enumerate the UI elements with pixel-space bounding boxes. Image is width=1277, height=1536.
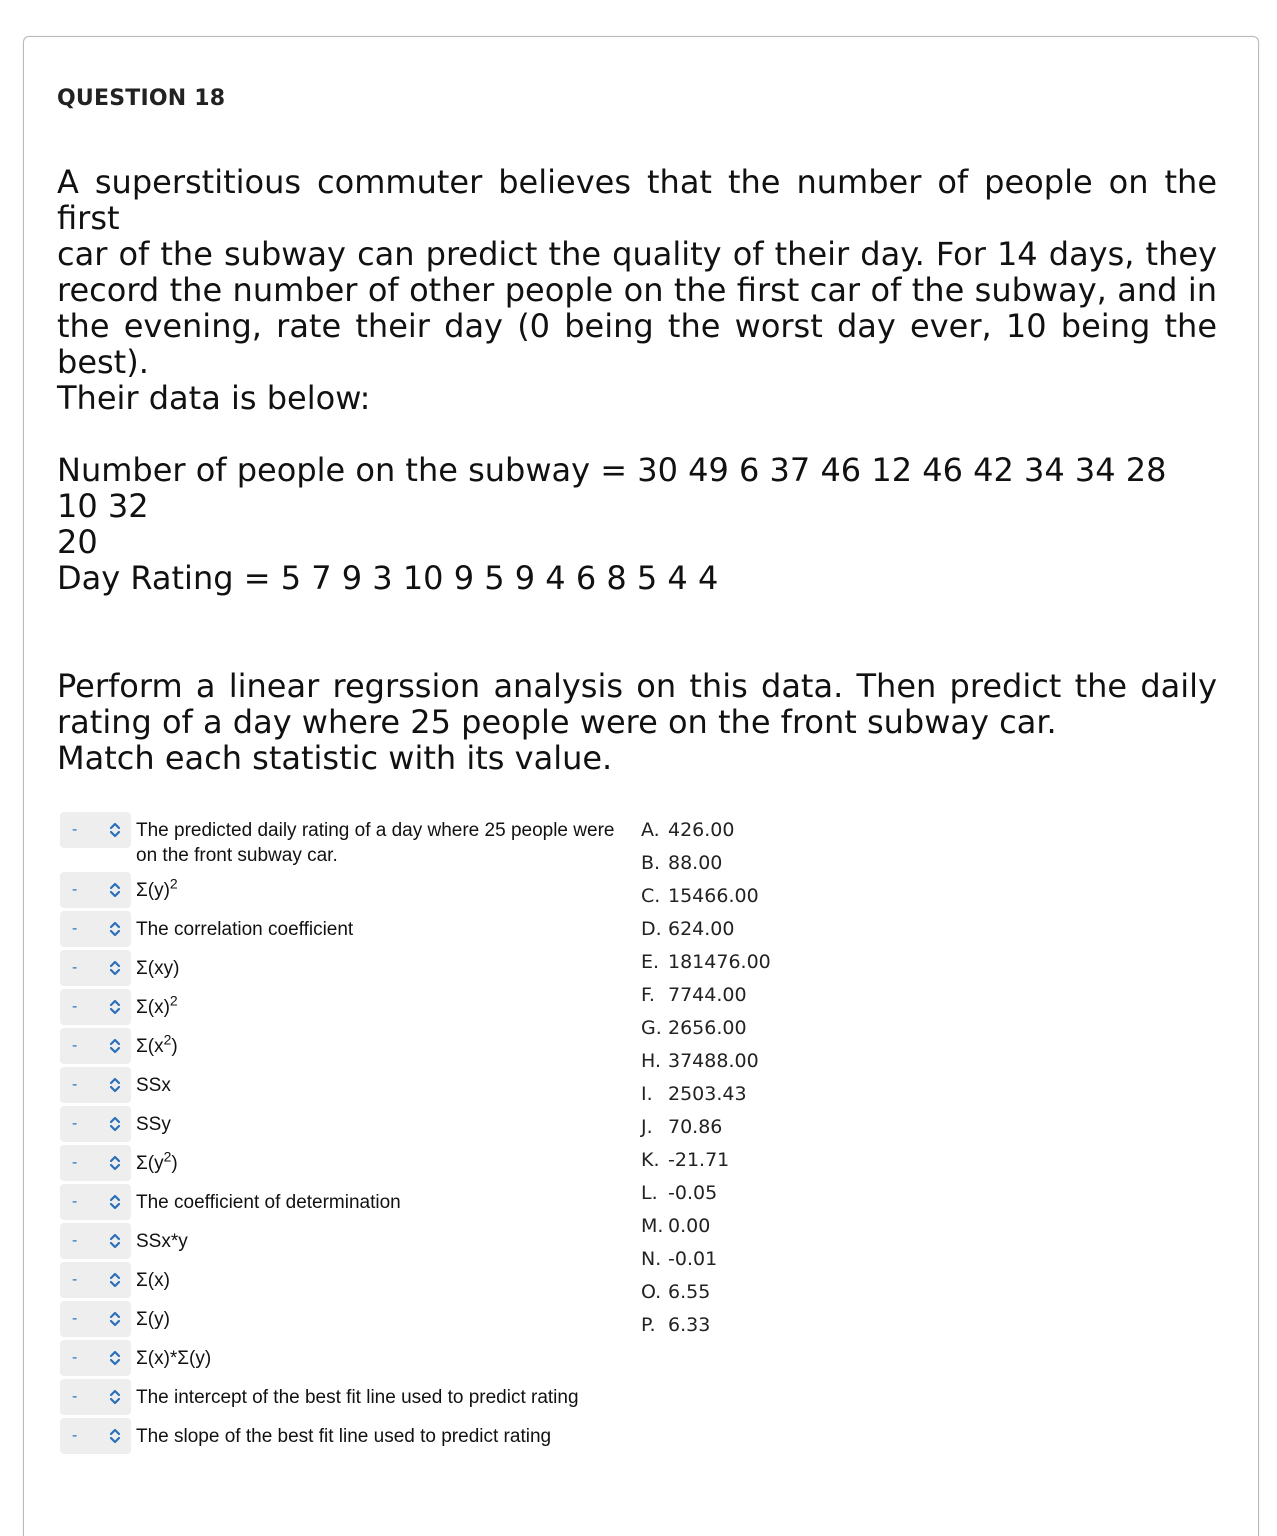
- answer-value: 6.33: [668, 1314, 711, 1336]
- chevron-up-down-icon: [108, 959, 122, 977]
- matching-row: [58, 1184, 618, 1220]
- chevron-up-down-icon: [108, 1427, 122, 1445]
- answer-option: [641, 1247, 717, 1271]
- intro-line: the evening, rate their day (0 being the worst day ever, 10 being the best).: [57, 307, 1217, 381]
- statement-text: Σ(x): [136, 1270, 170, 1291]
- answer-letter: A.: [641, 819, 660, 841]
- matching-row: [58, 1223, 618, 1259]
- answer-value: 6.55: [668, 1281, 711, 1303]
- chevron-up-down-icon: [108, 1076, 122, 1094]
- statement-text: $\Sigma(x)^2$: [136, 992, 178, 1018]
- answer-option: [641, 917, 734, 941]
- matching-row: [58, 1106, 618, 1142]
- answer-select[interactable]: [60, 1067, 131, 1103]
- select-value: -: [72, 1271, 78, 1288]
- subway-data-line: Number of people on the subway = 30 49 6 37 46 12 46 42 34 34 28 10 32: [57, 451, 1167, 525]
- answer-value: 7744.00: [668, 984, 747, 1006]
- answer-letter: J.: [641, 1116, 653, 1138]
- chevron-up-down-icon: [108, 1310, 122, 1328]
- answer-select[interactable]: [60, 1418, 131, 1454]
- select-value: -: [72, 1115, 78, 1132]
- answer-value: 88.00: [668, 852, 723, 874]
- answer-letter: I.: [641, 1083, 653, 1105]
- statement-text: Σ(x)*Σ(y): [136, 1348, 212, 1369]
- statement-text: Σ(xy): [136, 958, 180, 979]
- chevron-up-down-icon: [108, 920, 122, 938]
- answer-option: [641, 950, 771, 974]
- select-value: -: [72, 1037, 78, 1054]
- answer-option: [641, 1049, 759, 1073]
- answer-value: 624.00: [668, 918, 735, 940]
- answer-select[interactable]: [60, 1145, 131, 1181]
- chevron-up-down-icon: [108, 998, 122, 1016]
- matching-row: [58, 1379, 618, 1415]
- answer-value: 2656.00: [668, 1017, 747, 1039]
- answer-select[interactable]: [60, 812, 131, 848]
- chevron-up-down-icon: [108, 1232, 122, 1250]
- answer-option: [641, 851, 722, 875]
- matching-row: [58, 1028, 618, 1064]
- answer-option: [641, 1214, 710, 1238]
- statement-text: $\Sigma(x^2)$: [136, 1031, 178, 1057]
- question-title: QUESTION 18: [57, 86, 226, 111]
- answer-letter: N.: [641, 1248, 662, 1270]
- select-value: -: [72, 1193, 78, 1210]
- matching-row: [58, 989, 618, 1025]
- matching-row: [58, 812, 618, 866]
- answer-letter: L.: [641, 1182, 658, 1204]
- intro-line: record the number of other people on the first car of the subway, and in: [57, 271, 1217, 309]
- answer-letter: P.: [641, 1314, 656, 1336]
- answer-select[interactable]: [60, 1340, 131, 1376]
- chevron-up-down-icon: [108, 1193, 122, 1211]
- select-value: -: [72, 1310, 78, 1327]
- select-value: -: [72, 1154, 78, 1171]
- answer-select[interactable]: [60, 872, 131, 908]
- answer-select[interactable]: [60, 1106, 131, 1142]
- matching-row: [58, 1262, 618, 1298]
- matching-row: [58, 1145, 618, 1181]
- answer-option: [641, 1313, 710, 1337]
- answer-value: 37488.00: [668, 1050, 759, 1072]
- intro-line: A superstitious commuter believes that the number of people on the first: [57, 163, 1217, 237]
- matching-row: [58, 1418, 618, 1454]
- answer-select[interactable]: [60, 1262, 131, 1298]
- answer-select[interactable]: [60, 1028, 131, 1064]
- matching-row: [58, 1067, 618, 1103]
- chevron-up-down-icon: [108, 1388, 122, 1406]
- chevron-up-down-icon: [108, 821, 122, 839]
- answer-letter: G.: [641, 1017, 662, 1039]
- matching-row: [58, 1340, 618, 1376]
- answer-select[interactable]: [60, 1301, 131, 1337]
- chevron-up-down-icon: [108, 1349, 122, 1367]
- task-line: Perform a linear regrssion analysis on this data. Then predict the daily: [57, 667, 1217, 705]
- answer-value: -0.01: [668, 1248, 718, 1270]
- answer-option: [641, 983, 747, 1007]
- question-intro: [57, 164, 1217, 416]
- answer-value: 15466.00: [668, 885, 759, 907]
- answer-select[interactable]: [60, 1223, 131, 1259]
- chevron-up-down-icon: [108, 1154, 122, 1172]
- answer-letter: D.: [641, 918, 662, 940]
- answer-option: [641, 818, 734, 842]
- chevron-up-down-icon: [108, 1037, 122, 1055]
- select-value: -: [72, 881, 78, 898]
- subway-data-line: 20: [57, 523, 98, 561]
- rating-data: Day Rating = 5 7 9 3 10 9 5 9 4 6 8 5 4 4: [57, 559, 719, 597]
- select-value: -: [72, 1232, 78, 1249]
- statement-text: The intercept of the best fit line used to predict rating: [136, 1387, 579, 1408]
- answer-letter: K.: [641, 1149, 660, 1171]
- task-line: rating of a day where 25 people were on the front subway car.: [57, 703, 1057, 741]
- answer-select[interactable]: [60, 911, 131, 947]
- select-value: -: [72, 1349, 78, 1366]
- intro-line: Their data is below:: [57, 379, 371, 417]
- answer-select[interactable]: [60, 950, 131, 986]
- matching-row: [58, 950, 618, 986]
- answer-value: 2503.43: [668, 1083, 747, 1105]
- statement-text: The correlation coefficient: [136, 919, 354, 940]
- select-value: -: [72, 959, 78, 976]
- answer-letter: F.: [641, 984, 655, 1006]
- answer-letter: O.: [641, 1281, 662, 1303]
- subway-data: [57, 452, 1217, 560]
- answer-value: 426.00: [668, 819, 735, 841]
- matching-row: [58, 872, 618, 908]
- statement-text: The slope of the best fit line used to predict rating: [136, 1426, 552, 1447]
- answer-value: 70.86: [668, 1116, 723, 1138]
- matching-row: [58, 1301, 618, 1337]
- answer-option: [641, 1115, 722, 1139]
- statement-text: $\Sigma(y)^2$: [136, 875, 178, 901]
- statement-text: SSy: [136, 1114, 171, 1135]
- select-value: -: [72, 1388, 78, 1405]
- matching-row: [58, 911, 618, 947]
- select-value: -: [72, 920, 78, 937]
- answer-value: 0.00: [668, 1215, 711, 1237]
- answer-letter: H.: [641, 1050, 661, 1072]
- answer-option: [641, 1016, 747, 1040]
- statement-text: $\Sigma(y^2)$: [136, 1148, 178, 1174]
- answer-option: [641, 1181, 717, 1205]
- select-value: -: [72, 821, 78, 838]
- statement-text: Σ(y): [136, 1309, 170, 1330]
- statement-text: The predicted daily rating of a day where 25 people were on the front subway car.: [136, 820, 615, 866]
- select-value: -: [72, 1076, 78, 1093]
- select-value: -: [72, 1427, 78, 1444]
- answer-option: [641, 1280, 710, 1304]
- answer-value: -0.05: [668, 1182, 718, 1204]
- answer-letter: C.: [641, 885, 661, 907]
- select-value: -: [72, 998, 78, 1015]
- chevron-up-down-icon: [108, 1271, 122, 1289]
- answer-value: 181476.00: [668, 951, 771, 973]
- answer-letter: E.: [641, 951, 660, 973]
- task-line: Match each statistic with its value.: [57, 739, 613, 777]
- answer-select[interactable]: [60, 1184, 131, 1220]
- answer-select[interactable]: [60, 1379, 131, 1415]
- answer-value: -21.71: [668, 1149, 730, 1171]
- chevron-up-down-icon: [108, 1115, 122, 1133]
- statement-text: SSx: [136, 1075, 171, 1096]
- statement-text: The coefficient of determination: [136, 1192, 401, 1213]
- intro-line: car of the subway can predict the quality of their day. For 14 days, they: [57, 235, 1217, 273]
- chevron-up-down-icon: [108, 881, 122, 899]
- answer-letter: M.: [641, 1215, 664, 1237]
- answer-select[interactable]: [60, 989, 131, 1025]
- answer-option: [641, 1082, 747, 1106]
- answer-option: [641, 1148, 729, 1172]
- answer-letter: B.: [641, 852, 661, 874]
- task-instructions: [57, 668, 1217, 776]
- answer-option: [641, 884, 759, 908]
- statement-text: SSx*y: [136, 1231, 188, 1252]
